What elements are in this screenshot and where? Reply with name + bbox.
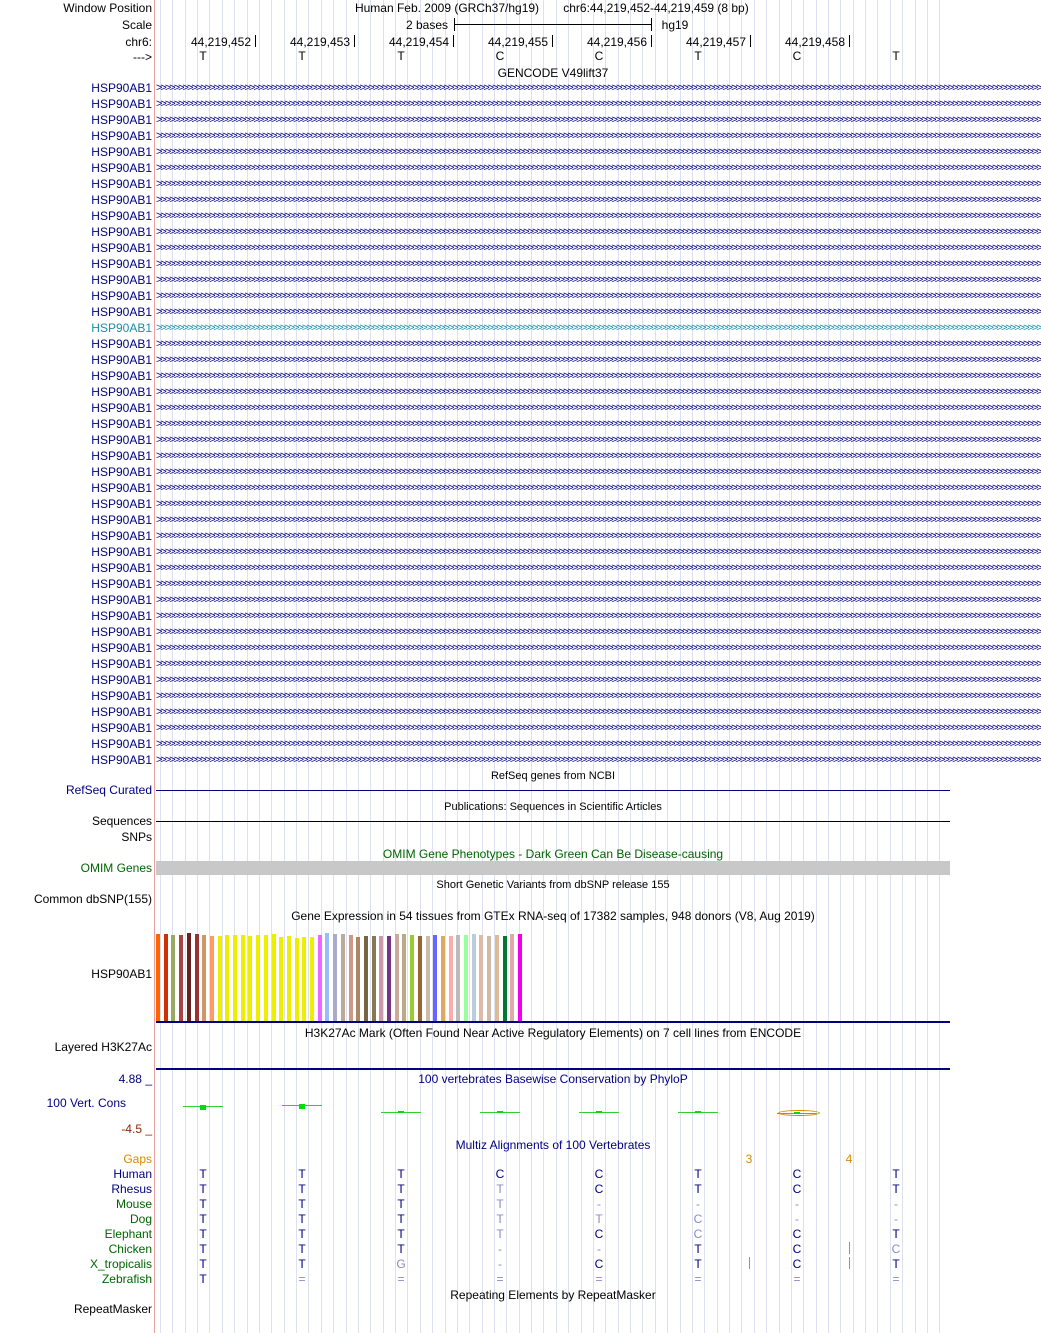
gtex-tissue-bar[interactable]	[264, 935, 268, 1021]
alignment-base: C	[594, 1257, 604, 1271]
gtex-tissue-bar[interactable]	[187, 933, 191, 1021]
scale-bar-left-tick	[454, 18, 455, 31]
alignment-base: T	[298, 1212, 306, 1226]
gencode-gene-label[interactable]: HSP90AB1	[91, 417, 152, 431]
species-label[interactable]: Chicken	[108, 1242, 152, 1256]
gencode-gene-label[interactable]: HSP90AB1	[91, 193, 152, 207]
gtex-tissue-bar[interactable]	[318, 935, 322, 1021]
alignment-base: T	[496, 1197, 504, 1211]
gtex-tissue-bar[interactable]	[210, 936, 214, 1021]
gencode-transcript[interactable]: >>>>>>>>>>>>>>>>>>>>>>>>>>>>>>>>>>>>>>>>>>>>>>>>>>>>>>>>>>>>>>>>>>>>>>>>>>>>>>>>>>>>>>>>>>>>>>>>>>>>>>>>>>>>>>>>>>>>>>>>>>>>>>>>>>>>>>>>>>>>>>>>>>>>>>>>>>>>>>>>>>>>>>>>>>>>>>>>>>>>>>>>>>>>>>>>>>>>>>>>	[156, 658, 1041, 670]
alignment-base: C	[495, 1167, 505, 1181]
alignment-base: C	[792, 1257, 802, 1271]
alignment-base: T	[199, 1242, 207, 1256]
strand-label: --->	[133, 50, 152, 64]
gencode-transcript[interactable]: >>>>>>>>>>>>>>>>>>>>>>>>>>>>>>>>>>>>>>>>>>>>>>>>>>>>>>>>>>>>>>>>>>>>>>>>>>>>>>>>>>>>>>>>>>>>>>>>>>>>>>>>>>>>>>>>>>>>>>>>>>>>>>>>>>>>>>>>>>>>>>>>>>>>>>>>>>>>>>>>>>>>>>>>>>>>>>>>>>>>>>>>>>>>>>>>>>>>>>>>	[156, 706, 1041, 718]
gtex-tissue-bar[interactable]	[241, 935, 245, 1021]
gencode-gene-label[interactable]: HSP90AB1	[91, 625, 152, 639]
gtex-tissue-bar[interactable]	[456, 935, 460, 1021]
species-label[interactable]: Dog	[129, 1212, 152, 1226]
gtex-tissue-bar[interactable]	[449, 936, 453, 1021]
alignment-base: -	[597, 1242, 601, 1256]
alignment-base: =	[694, 1272, 702, 1286]
gencode-transcript[interactable]: >>>>>>>>>>>>>>>>>>>>>>>>>>>>>>>>>>>>>>>>>>>>>>>>>>>>>>>>>>>>>>>>>>>>>>>>>>>>>>>>>>>>>>>>>>>>>>>>>>>>>>>>>>>>>>>>>>>>>>>>>>>>>>>>>>>>>>>>>>>>>>>>>>>>>>>>>>>>>>>>>>>>>>>>>>>>>>>>>>>>>>>>>>>>>>>>>>>>>>>>	[156, 754, 1041, 766]
coordinate-tick	[750, 35, 751, 47]
gencode-transcript[interactable]: >>>>>>>>>>>>>>>>>>>>>>>>>>>>>>>>>>>>>>>>>>>>>>>>>>>>>>>>>>>>>>>>>>>>>>>>>>>>>>>>>>>>>>>>>>>>>>>>>>>>>>>>>>>>>>>>>>>>>>>>>>>>>>>>>>>>>>>>>>>>>>>>>>>>>>>>>>>>>>>>>>>>>>>>>>>>>>>>>>>>>>>>>>>>>>>>>>>>>>>>	[156, 258, 1041, 270]
repeatmasker-label[interactable]: RepeatMasker	[73, 1302, 152, 1316]
alignment-base: C	[594, 1167, 604, 1181]
gencode-gene-label[interactable]: HSP90AB1	[91, 113, 152, 127]
gtex-tissue-bar[interactable]	[441, 936, 445, 1021]
coordinate-tick	[453, 35, 454, 47]
gtex-tissue-bar[interactable]	[287, 936, 291, 1021]
label-separator	[154, 0, 155, 1333]
coordinate-tick	[255, 35, 256, 47]
conservation-mark	[200, 1105, 206, 1110]
alignment-base: T	[595, 1212, 603, 1226]
gtex-title[interactable]: Gene Expression in 54 tissues from GTEx RNA-seq of 17382 samples, 948 donors (V8, Aug 2019)	[291, 909, 815, 923]
gencode-gene-label[interactable]: HSP90AB1	[91, 401, 152, 415]
alignment-base: T	[298, 1242, 306, 1256]
gencode-gene-label[interactable]: HSP90AB1	[91, 145, 152, 159]
coordinate-label: 44,219,456	[586, 35, 648, 49]
gencode-transcript[interactable]: >>>>>>>>>>>>>>>>>>>>>>>>>>>>>>>>>>>>>>>>>>>>>>>>>>>>>>>>>>>>>>>>>>>>>>>>>>>>>>>>>>>>>>>>>>>>>>>>>>>>>>>>>>>>>>>>>>>>>>>>>>>>>>>>>>>>>>>>>>>>>>>>>>>>>>>>>>>>>>>>>>>>>>>>>>>>>>>>>>>>>>>>>>>>>>>>>>>>>>>>	[156, 530, 1041, 542]
gencode-transcript[interactable]: >>>>>>>>>>>>>>>>>>>>>>>>>>>>>>>>>>>>>>>>>>>>>>>>>>>>>>>>>>>>>>>>>>>>>>>>>>>>>>>>>>>>>>>>>>>>>>>>>>>>>>>>>>>>>>>>>>>>>>>>>>>>>>>>>>>>>>>>>>>>>>>>>>>>>>>>>>>>>>>>>>>>>>>>>>>>>>>>>>>>>>>>>>>>>>>>>>>>>>>>	[156, 434, 1041, 446]
gtex-tissue-bar[interactable]	[503, 936, 507, 1021]
h3k27ac-label[interactable]: Layered H3K27Ac	[54, 1040, 152, 1054]
conservation-ellipse	[778, 1110, 820, 1116]
coordinate-tick	[849, 35, 850, 47]
alignment-base: C	[693, 1227, 703, 1241]
gtex-tissue-bar[interactable]	[395, 934, 399, 1021]
scale-text: 2 bases	[405, 18, 449, 32]
alignment-base: T	[892, 1227, 900, 1241]
gtex-tissue-bar[interactable]	[426, 936, 430, 1021]
scale-bar	[454, 24, 652, 25]
alignment-base: C	[594, 1182, 604, 1196]
refseq-line[interactable]	[156, 790, 950, 791]
genome-base: C	[594, 49, 604, 63]
gencode-gene-label[interactable]: HSP90AB1	[91, 721, 152, 735]
gtex-tissue-bar[interactable]	[479, 935, 483, 1021]
snps-label[interactable]: SNPs	[121, 830, 152, 844]
alignment-base: -	[795, 1212, 799, 1226]
species-label[interactable]: X_tropicalis	[89, 1257, 152, 1271]
conservation-mark	[695, 1111, 701, 1113]
gencode-gene-label[interactable]: HSP90AB1	[91, 241, 152, 255]
gencode-transcript[interactable]: >>>>>>>>>>>>>>>>>>>>>>>>>>>>>>>>>>>>>>>>>>>>>>>>>>>>>>>>>>>>>>>>>>>>>>>>>>>>>>>>>>>>>>>>>>>>>>>>>>>>>>>>>>>>>>>>>>>>>>>>>>>>>>>>>>>>>>>>>>>>>>>>>>>>>>>>>>>>>>>>>>>>>>>>>>>>>>>>>>>>>>>>>>>>>>>>>>>>>>>>	[156, 162, 1041, 174]
alignment-base: T	[199, 1182, 207, 1196]
gtex-tissue-bar[interactable]	[356, 937, 360, 1021]
gap-number: 4	[845, 1152, 853, 1166]
alignment-base: C	[792, 1167, 802, 1181]
gtex-tissue-bar[interactable]	[364, 936, 368, 1021]
genome-base: T	[694, 49, 702, 63]
alignment-base: T	[397, 1227, 405, 1241]
alignment-base: =	[397, 1272, 405, 1286]
refseq-title[interactable]: RefSeq genes from NCBI	[490, 770, 616, 782]
gaps-label: Gaps	[123, 1152, 152, 1166]
gencode-gene-label[interactable]: HSP90AB1	[91, 481, 152, 495]
alignment-base: T	[199, 1227, 207, 1241]
coordinate-label: 44,219,455	[487, 35, 549, 49]
gtex-tissue-bar[interactable]	[156, 934, 160, 1021]
alignment-base: T	[199, 1167, 207, 1181]
gencode-transcript[interactable]: >>>>>>>>>>>>>>>>>>>>>>>>>>>>>>>>>>>>>>>>>>>>>>>>>>>>>>>>>>>>>>>>>>>>>>>>>>>>>>>>>>>>>>>>>>>>>>>>>>>>>>>>>>>>>>>>>>>>>>>>>>>>>>>>>>>>>>>>>>>>>>>>>>>>>>>>>>>>>>>>>>>>>>>>>>>>>>>>>>>>>>>>>>>>>>>>>>>>>>>>	[156, 114, 1041, 126]
gencode-gene-label[interactable]: HSP90AB1	[91, 513, 152, 527]
alignment-base: T	[397, 1242, 405, 1256]
gtex-tissue-bar[interactable]	[487, 936, 491, 1021]
omim-title[interactable]: OMIM Gene Phenotypes - Dark Green Can Be Disease-causing	[382, 847, 724, 861]
species-label[interactable]: Elephant	[104, 1227, 152, 1241]
gencode-transcript[interactable]: >>>>>>>>>>>>>>>>>>>>>>>>>>>>>>>>>>>>>>>>>>>>>>>>>>>>>>>>>>>>>>>>>>>>>>>>>>>>>>>>>>>>>>>>>>>>>>>>>>>>>>>>>>>>>>>>>>>>>>>>>>>>>>>>>>>>>>>>>>>>>>>>>>>>>>>>>>>>>>>>>>>>>>>>>>>>>>>>>>>>>>>>>>>>>>>>>>>>>>>>	[156, 242, 1041, 254]
alignment-base: T	[892, 1257, 900, 1271]
db-text: hg19	[661, 18, 689, 32]
gencode-transcript[interactable]: >>>>>>>>>>>>>>>>>>>>>>>>>>>>>>>>>>>>>>>>>>>>>>>>>>>>>>>>>>>>>>>>>>>>>>>>>>>>>>>>>>>>>>>>>>>>>>>>>>>>>>>>>>>>>>>>>>>>>>>>>>>>>>>>>>>>>>>>>>>>>>>>>>>>>>>>>>>>>>>>>>>>>>>>>>>>>>>>>>>>>>>>>>>>>>>>>>>>>>>>	[156, 226, 1041, 238]
gtex-tissue-bar[interactable]	[302, 937, 306, 1021]
gencode-gene-label[interactable]: HSP90AB1	[91, 545, 152, 559]
alignment-base: T	[892, 1182, 900, 1196]
alignment-base: G	[396, 1257, 406, 1271]
alignment-base: T	[298, 1167, 306, 1181]
gap-number: 3	[745, 1152, 753, 1166]
alignment-base: -	[498, 1242, 502, 1256]
alignment-base: C	[792, 1182, 802, 1196]
gencode-gene-label[interactable]: HSP90AB1	[91, 225, 152, 239]
alignment-base: =	[793, 1272, 801, 1286]
gencode-transcript[interactable]: >>>>>>>>>>>>>>>>>>>>>>>>>>>>>>>>>>>>>>>>>>>>>>>>>>>>>>>>>>>>>>>>>>>>>>>>>>>>>>>>>>>>>>>>>>>>>>>>>>>>>>>>>>>>>>>>>>>>>>>>>>>>>>>>>>>>>>>>>>>>>>>>>>>>>>>>>>>>>>>>>>>>>>>>>>>>>>>>>>>>>>>>>>>>>>>>>>>>>>>>	[156, 738, 1041, 750]
gap-insertion-mark	[849, 1257, 850, 1269]
gencode-gene-label[interactable]: HSP90AB1	[91, 737, 152, 751]
conservation-min-label: -4.5 _	[121, 1122, 152, 1136]
gencode-gene-label[interactable]: HSP90AB1	[91, 529, 152, 543]
omim-bar[interactable]	[156, 861, 950, 875]
gtex-tissue-bar[interactable]	[233, 935, 237, 1021]
gencode-gene-label[interactable]: HSP90AB1	[91, 497, 152, 511]
gencode-transcript[interactable]: >>>>>>>>>>>>>>>>>>>>>>>>>>>>>>>>>>>>>>>>>>>>>>>>>>>>>>>>>>>>>>>>>>>>>>>>>>>>>>>>>>>>>>>>>>>>>>>>>>>>>>>>>>>>>>>>>>>>>>>>>>>>>>>>>>>>>>>>>>>>>>>>>>>>>>>>>>>>>>>>>>>>>>>>>>>>>>>>>>>>>>>>>>>>>>>>>>>>>>>>	[156, 306, 1041, 318]
gencode-gene-label[interactable]: HSP90AB1	[91, 705, 152, 719]
gencode-transcript[interactable]: >>>>>>>>>>>>>>>>>>>>>>>>>>>>>>>>>>>>>>>>>>>>>>>>>>>>>>>>>>>>>>>>>>>>>>>>>>>>>>>>>>>>>>>>>>>>>>>>>>>>>>>>>>>>>>>>>>>>>>>>>>>>>>>>>>>>>>>>>>>>>>>>>>>>>>>>>>>>>>>>>>>>>>>>>>>>>>>>>>>>>>>>>>>>>>>>>>>>>>>>	[156, 146, 1041, 158]
gtex-tissue-bar[interactable]	[218, 936, 222, 1021]
gencode-gene-label[interactable]: HSP90AB1	[91, 449, 152, 463]
gtex-tissue-bar[interactable]	[225, 935, 229, 1021]
alignment-base: T	[199, 1197, 207, 1211]
gencode-transcript[interactable]: >>>>>>>>>>>>>>>>>>>>>>>>>>>>>>>>>>>>>>>>>>>>>>>>>>>>>>>>>>>>>>>>>>>>>>>>>>>>>>>>>>>>>>>>>>>>>>>>>>>>>>>>>>>>>>>>>>>>>>>>>>>>>>>>>>>>>>>>>>>>>>>>>>>>>>>>>>>>>>>>>>>>>>>>>>>>>>>>>>>>>>>>>>>>>>>>>>>>>>>>	[156, 690, 1041, 702]
alignment-base: T	[397, 1182, 405, 1196]
gencode-transcript[interactable]: >>>>>>>>>>>>>>>>>>>>>>>>>>>>>>>>>>>>>>>>>>>>>>>>>>>>>>>>>>>>>>>>>>>>>>>>>>>>>>>>>>>>>>>>>>>>>>>>>>>>>>>>>>>>>>>>>>>>>>>>>>>>>>>>>>>>>>>>>>>>>>>>>>>>>>>>>>>>>>>>>>>>>>>>>>>>>>>>>>>>>>>>>>>>>>>>>>>>>>>>	[156, 386, 1041, 398]
alignment-base: T	[397, 1212, 405, 1226]
coordinate-label: 44,219,458	[784, 35, 846, 49]
gtex-tissue-bar[interactable]	[464, 935, 468, 1021]
gencode-gene-label[interactable]: HSP90AB1	[91, 289, 152, 303]
gtex-tissue-bar[interactable]	[518, 934, 522, 1021]
gtex-tissue-bar[interactable]	[372, 936, 376, 1021]
gencode-gene-label[interactable]: HSP90AB1	[91, 257, 152, 271]
gencode-gene-label[interactable]: HSP90AB1	[91, 641, 152, 655]
publications-line[interactable]	[156, 821, 950, 822]
gtex-tissue-bar[interactable]	[379, 936, 383, 1021]
alignment-base: C	[891, 1242, 901, 1256]
gencode-transcript[interactable]: >>>>>>>>>>>>>>>>>>>>>>>>>>>>>>>>>>>>>>>>>>>>>>>>>>>>>>>>>>>>>>>>>>>>>>>>>>>>>>>>>>>>>>>>>>>>>>>>>>>>>>>>>>>>>>>>>>>>>>>>>>>>>>>>>>>>>>>>>>>>>>>>>>>>>>>>>>>>>>>>>>>>>>>>>>>>>>>>>>>>>>>>>>>>>>>>>>>>>>>>	[156, 610, 1041, 622]
gtex-tissue-bar[interactable]	[248, 936, 252, 1021]
alignment-base: T	[694, 1167, 702, 1181]
position-text[interactable]: chr6:44,219,452-44,219,459 (8 bp)	[563, 1, 749, 15]
scale-bar-right-tick	[651, 18, 652, 31]
conservation-mark	[398, 1111, 404, 1113]
gencode-transcript[interactable]: >>>>>>>>>>>>>>>>>>>>>>>>>>>>>>>>>>>>>>>>>>>>>>>>>>>>>>>>>>>>>>>>>>>>>>>>>>>>>>>>>>>>>>>>>>>>>>>>>>>>>>>>>>>>>>>>>>>>>>>>>>>>>>>>>>>>>>>>>>>>>>>>>>>>>>>>>>>>>>>>>>>>>>>>>>>>>>>>>>>>>>>>>>>>>>>>>>>>>>>>	[156, 450, 1041, 462]
gtex-label[interactable]: HSP90AB1	[91, 967, 152, 981]
alignment-base: -	[894, 1197, 898, 1211]
species-label[interactable]: Zebrafish	[101, 1272, 152, 1286]
gencode-transcript[interactable]: >>>>>>>>>>>>>>>>>>>>>>>>>>>>>>>>>>>>>>>>>>>>>>>>>>>>>>>>>>>>>>>>>>>>>>>>>>>>>>>>>>>>>>>>>>>>>>>>>>>>>>>>>>>>>>>>>>>>>>>>>>>>>>>>>>>>>>>>>>>>>>>>>>>>>>>>>>>>>>>>>>>>>>>>>>>>>>>>>>>>>>>>>>>>>>>>>>>>>>>>	[156, 562, 1041, 574]
gencode-transcript[interactable]: >>>>>>>>>>>>>>>>>>>>>>>>>>>>>>>>>>>>>>>>>>>>>>>>>>>>>>>>>>>>>>>>>>>>>>>>>>>>>>>>>>>>>>>>>>>>>>>>>>>>>>>>>>>>>>>>>>>>>>>>>>>>>>>>>>>>>>>>>>>>>>>>>>>>>>>>>>>>>>>>>>>>>>>>>>>>>>>>>>>>>>>>>>>>>>>>>>>>>>>>	[156, 642, 1041, 654]
species-label[interactable]: Human	[113, 1167, 152, 1181]
alignment-base: =	[496, 1272, 504, 1286]
alignment-base: C	[792, 1227, 802, 1241]
gencode-gene-label[interactable]: HSP90AB1	[91, 753, 152, 767]
gtex-tissue-bar[interactable]	[433, 935, 437, 1021]
alignment-base: =	[892, 1272, 900, 1286]
gencode-gene-label[interactable]: HSP90AB1	[91, 81, 152, 95]
gencode-transcript[interactable]: >>>>>>>>>>>>>>>>>>>>>>>>>>>>>>>>>>>>>>>>>>>>>>>>>>>>>>>>>>>>>>>>>>>>>>>>>>>>>>>>>>>>>>>>>>>>>>>>>>>>>>>>>>>>>>>>>>>>>>>>>>>>>>>>>>>>>>>>>>>>>>>>>>>>>>>>>>>>>>>>>>>>>>>>>>>>>>>>>>>>>>>>>>>>>>>>>>>>>>>>	[156, 482, 1041, 494]
gencode-gene-label[interactable]: HSP90AB1	[91, 689, 152, 703]
alignment-base: C	[792, 1242, 802, 1256]
gencode-transcript[interactable]: >>>>>>>>>>>>>>>>>>>>>>>>>>>>>>>>>>>>>>>>>>>>>>>>>>>>>>>>>>>>>>>>>>>>>>>>>>>>>>>>>>>>>>>>>>>>>>>>>>>>>>>>>>>>>>>>>>>>>>>>>>>>>>>>>>>>>>>>>>>>>>>>>>>>>>>>>>>>>>>>>>>>>>>>>>>>>>>>>>>>>>>>>>>>>>>>>>>>>>>>	[156, 290, 1041, 302]
coordinate-label: 44,219,452	[190, 35, 252, 49]
gencode-gene-label[interactable]: HSP90AB1	[91, 337, 152, 351]
gencode-transcript[interactable]: >>>>>>>>>>>>>>>>>>>>>>>>>>>>>>>>>>>>>>>>>>>>>>>>>>>>>>>>>>>>>>>>>>>>>>>>>>>>>>>>>>>>>>>>>>>>>>>>>>>>>>>>>>>>>>>>>>>>>>>>>>>>>>>>>>>>>>>>>>>>>>>>>>>>>>>>>>>>>>>>>>>>>>>>>>>>>>>>>>>>>>>>>>>>>>>>>>>>>>>>	[156, 418, 1041, 430]
species-label[interactable]: Mouse	[115, 1197, 152, 1211]
gtex-tissue-bar[interactable]	[341, 934, 345, 1021]
gencode-gene-label[interactable]: HSP90AB1	[91, 305, 152, 319]
gtex-tissue-bar[interactable]	[279, 937, 283, 1021]
gtex-tissue-bar[interactable]	[495, 935, 499, 1021]
window-position-label: Window Position	[63, 1, 152, 15]
alignment-base: -	[696, 1197, 700, 1211]
h3k27ac-title[interactable]: H3K27Ac Mark (Often Found Near Active Regulatory Elements) on 7 cell lines from ENCODE	[304, 1026, 802, 1040]
gencode-transcript[interactable]: >>>>>>>>>>>>>>>>>>>>>>>>>>>>>>>>>>>>>>>>>>>>>>>>>>>>>>>>>>>>>>>>>>>>>>>>>>>>>>>>>>>>>>>>>>>>>>>>>>>>>>>>>>>>>>>>>>>>>>>>>>>>>>>>>>>>>>>>>>>>>>>>>>>>>>>>>>>>>>>>>>>>>>>>>>>>>>>>>>>>>>>>>>>>>>>>>>>>>>>>	[156, 274, 1041, 286]
dbsnp-label[interactable]: Common dbSNP(155)	[33, 892, 152, 906]
gap-insertion-mark	[849, 1242, 850, 1254]
omim-label[interactable]: OMIM Genes	[80, 861, 152, 875]
gencode-gene-label[interactable]: HSP90AB1	[91, 209, 152, 223]
alignment-base: T	[298, 1182, 306, 1196]
alignment-base: T	[199, 1257, 207, 1271]
coordinate-tick	[354, 35, 355, 47]
alignment-base: -	[894, 1212, 898, 1226]
gencode-gene-label[interactable]: HSP90AB1	[91, 577, 152, 591]
dbsnp-title[interactable]: Short Genetic Variants from dbSNP release 155	[436, 879, 670, 891]
gencode-transcript[interactable]: >>>>>>>>>>>>>>>>>>>>>>>>>>>>>>>>>>>>>>>>>>>>>>>>>>>>>>>>>>>>>>>>>>>>>>>>>>>>>>>>>>>>>>>>>>>>>>>>>>>>>>>>>>>>>>>>>>>>>>>>>>>>>>>>>>>>>>>>>>>>>>>>>>>>>>>>>>>>>>>>>>>>>>>>>>>>>>>>>>>>>>>>>>>>>>>>>>>>>>>>	[156, 498, 1041, 510]
gencode-gene-label[interactable]: HSP90AB1	[91, 353, 152, 367]
gtex-tissue-bar[interactable]	[310, 937, 314, 1021]
alignment-base: T	[694, 1182, 702, 1196]
alignment-base: T	[496, 1212, 504, 1226]
gencode-gene-label[interactable]: HSP90AB1	[91, 321, 152, 335]
repeatmasker-title[interactable]: Repeating Elements by RepeatMasker	[450, 1288, 656, 1302]
gtex-tissue-bar[interactable]	[402, 934, 406, 1021]
gtex-tissue-bar[interactable]	[510, 934, 514, 1021]
alignment-base: T	[694, 1242, 702, 1256]
gencode-transcript[interactable]: >>>>>>>>>>>>>>>>>>>>>>>>>>>>>>>>>>>>>>>>>>>>>>>>>>>>>>>>>>>>>>>>>>>>>>>>>>>>>>>>>>>>>>>>>>>>>>>>>>>>>>>>>>>>>>>>>>>>>>>>>>>>>>>>>>>>>>>>>>>>>>>>>>>>>>>>>>>>>>>>>>>>>>>>>>>>>>>>>>>>>>>>>>>>>>>>>>>>>>>>	[156, 546, 1041, 558]
refseq-label[interactable]: RefSeq Curated	[65, 783, 152, 797]
gtex-tissue-bar[interactable]	[387, 936, 391, 1021]
gencode-gene-label[interactable]: HSP90AB1	[91, 177, 152, 191]
genome-base: T	[199, 49, 207, 63]
coordinate-label: 44,219,453	[289, 35, 351, 49]
gencode-transcript[interactable]: >>>>>>>>>>>>>>>>>>>>>>>>>>>>>>>>>>>>>>>>>>>>>>>>>>>>>>>>>>>>>>>>>>>>>>>>>>>>>>>>>>>>>>>>>>>>>>>>>>>>>>>>>>>>>>>>>>>>>>>>>>>>>>>>>>>>>>>>>>>>>>>>>>>>>>>>>>>>>>>>>>>>>>>>>>>>>>>>>>>>>>>>>>>>>>>>>>>>>>>>	[156, 402, 1041, 414]
gtex-tissue-bar[interactable]	[171, 935, 175, 1021]
genome-base: T	[397, 49, 405, 63]
gtex-tissue-bar[interactable]	[333, 934, 337, 1021]
chrom-label: chr6:	[125, 35, 152, 49]
alignment-base: T	[496, 1182, 504, 1196]
alignment-base: T	[397, 1167, 405, 1181]
alignment-base: C	[693, 1212, 703, 1226]
conservation-mark	[497, 1111, 503, 1113]
coordinate-label: 44,219,457	[685, 35, 747, 49]
gencode-transcript[interactable]: >>>>>>>>>>>>>>>>>>>>>>>>>>>>>>>>>>>>>>>>>>>>>>>>>>>>>>>>>>>>>>>>>>>>>>>>>>>>>>>>>>>>>>>>>>>>>>>>>>>>>>>>>>>>>>>>>>>>>>>>>>>>>>>>>>>>>>>>>>>>>>>>>>>>>>>>>>>>>>>>>>>>>>>>>>>>>>>>>>>>>>>>>>>>>>>>>>>>>>>>	[156, 322, 1041, 334]
alignment-base: C	[594, 1227, 604, 1241]
species-label[interactable]: Rhesus	[111, 1182, 152, 1196]
gtex-tissue-bar[interactable]	[295, 938, 299, 1021]
conservation-max-label: 4.88 _	[118, 1072, 152, 1086]
gencode-gene-label[interactable]: HSP90AB1	[91, 97, 152, 111]
alignment-base: T	[298, 1227, 306, 1241]
alignment-base: T	[199, 1212, 207, 1226]
gencode-transcript[interactable]: >>>>>>>>>>>>>>>>>>>>>>>>>>>>>>>>>>>>>>>>>>>>>>>>>>>>>>>>>>>>>>>>>>>>>>>>>>>>>>>>>>>>>>>>>>>>>>>>>>>>>>>>>>>>>>>>>>>>>>>>>>>>>>>>>>>>>>>>>>>>>>>>>>>>>>>>>>>>>>>>>>>>>>>>>>>>>>>>>>>>>>>>>>>>>>>>>>>>>>>>	[156, 370, 1041, 382]
alignment-base: -	[795, 1197, 799, 1211]
gap-insertion-mark	[749, 1257, 750, 1269]
alignment-base: T	[496, 1227, 504, 1241]
gtex-tissue-bar[interactable]	[410, 935, 414, 1021]
alignment-base: T	[298, 1257, 306, 1271]
gencode-transcript[interactable]: >>>>>>>>>>>>>>>>>>>>>>>>>>>>>>>>>>>>>>>>>>>>>>>>>>>>>>>>>>>>>>>>>>>>>>>>>>>>>>>>>>>>>>>>>>>>>>>>>>>>>>>>>>>>>>>>>>>>>>>>>>>>>>>>>>>>>>>>>>>>>>>>>>>>>>>>>>>>>>>>>>>>>>>>>>>>>>>>>>>>>>>>>>>>>>>>>>>>>>>>	[156, 178, 1041, 190]
gtex-tissue-bar[interactable]	[202, 935, 206, 1021]
conservation-mark	[596, 1111, 602, 1113]
coordinate-tick	[552, 35, 553, 47]
gencode-transcript[interactable]: >>>>>>>>>>>>>>>>>>>>>>>>>>>>>>>>>>>>>>>>>>>>>>>>>>>>>>>>>>>>>>>>>>>>>>>>>>>>>>>>>>>>>>>>>>>>>>>>>>>>>>>>>>>>>>>>>>>>>>>>>>>>>>>>>>>>>>>>>>>>>>>>>>>>>>>>>>>>>>>>>>>>>>>>>>>>>>>>>>>>>>>>>>>>>>>>>>>>>>>>	[156, 338, 1041, 350]
gencode-gene-label[interactable]: HSP90AB1	[91, 673, 152, 687]
alignment-base: T	[892, 1167, 900, 1181]
gencode-gene-label[interactable]: HSP90AB1	[91, 465, 152, 479]
assembly-text[interactable]: Human Feb. 2009 (GRCh37/hg19)	[354, 1, 540, 15]
publications-label[interactable]: Sequences	[91, 814, 152, 828]
gencode-gene-label[interactable]: HSP90AB1	[91, 561, 152, 575]
gencode-transcript[interactable]: >>>>>>>>>>>>>>>>>>>>>>>>>>>>>>>>>>>>>>>>>>>>>>>>>>>>>>>>>>>>>>>>>>>>>>>>>>>>>>>>>>>>>>>>>>>>>>>>>>>>>>>>>>>>>>>>>>>>>>>>>>>>>>>>>>>>>>>>>>>>>>>>>>>>>>>>>>>>>>>>>>>>>>>>>>>>>>>>>>>>>>>>>>>>>>>>>>>>>>>>	[156, 194, 1041, 206]
gencode-transcript[interactable]: >>>>>>>>>>>>>>>>>>>>>>>>>>>>>>>>>>>>>>>>>>>>>>>>>>>>>>>>>>>>>>>>>>>>>>>>>>>>>>>>>>>>>>>>>>>>>>>>>>>>>>>>>>>>>>>>>>>>>>>>>>>>>>>>>>>>>>>>>>>>>>>>>>>>>>>>>>>>>>>>>>>>>>>>>>>>>>>>>>>>>>>>>>>>>>>>>>>>>>>>	[156, 466, 1041, 478]
scale-label: Scale	[121, 18, 152, 32]
genome-base: T	[892, 49, 900, 63]
gtex-tissue-bar[interactable]	[164, 934, 168, 1021]
genome-base: C	[792, 49, 802, 63]
alignment-base: -	[498, 1257, 502, 1271]
conservation-title[interactable]: 100 vertebrates Basewise Conservation by PhyloP	[418, 1072, 688, 1086]
h3k27ac-line	[156, 1068, 950, 1070]
coordinate-label: 44,219,454	[388, 35, 450, 49]
alignment-base: T	[298, 1197, 306, 1211]
gencode-gene-label[interactable]: HSP90AB1	[91, 385, 152, 399]
gencode-gene-label[interactable]: HSP90AB1	[91, 129, 152, 143]
gencode-transcript[interactable]: >>>>>>>>>>>>>>>>>>>>>>>>>>>>>>>>>>>>>>>>>>>>>>>>>>>>>>>>>>>>>>>>>>>>>>>>>>>>>>>>>>>>>>>>>>>>>>>>>>>>>>>>>>>>>>>>>>>>>>>>>>>>>>>>>>>>>>>>>>>>>>>>>>>>>>>>>>>>>>>>>>>>>>>>>>>>>>>>>>>>>>>>>>>>>>>>>>>>>>>>	[156, 514, 1041, 526]
gencode-gene-label[interactable]: HSP90AB1	[91, 609, 152, 623]
gtex-tissue-bar[interactable]	[272, 934, 276, 1021]
gencode-transcript[interactable]: >>>>>>>>>>>>>>>>>>>>>>>>>>>>>>>>>>>>>>>>>>>>>>>>>>>>>>>>>>>>>>>>>>>>>>>>>>>>>>>>>>>>>>>>>>>>>>>>>>>>>>>>>>>>>>>>>>>>>>>>>>>>>>>>>>>>>>>>>>>>>>>>>>>>>>>>>>>>>>>>>>>>>>>>>>>>>>>>>>>>>>>>>>>>>>>>>>>>>>>>	[156, 722, 1041, 734]
multiz-title[interactable]: Multiz Alignments of 100 Vertebrates	[455, 1138, 651, 1152]
alignment-base: =	[298, 1272, 306, 1286]
gencode-transcript[interactable]: >>>>>>>>>>>>>>>>>>>>>>>>>>>>>>>>>>>>>>>>>>>>>>>>>>>>>>>>>>>>>>>>>>>>>>>>>>>>>>>>>>>>>>>>>>>>>>>>>>>>>>>>>>>>>>>>>>>>>>>>>>>>>>>>>>>>>>>>>>>>>>>>>>>>>>>>>>>>>>>>>>>>>>>>>>>>>>>>>>>>>>>>>>>>>>>>>>>>>>>>	[156, 130, 1041, 142]
alignment-base: T	[199, 1272, 207, 1286]
genome-base: C	[495, 49, 505, 63]
alignment-base: -	[597, 1197, 601, 1211]
gencode-transcript[interactable]: >>>>>>>>>>>>>>>>>>>>>>>>>>>>>>>>>>>>>>>>>>>>>>>>>>>>>>>>>>>>>>>>>>>>>>>>>>>>>>>>>>>>>>>>>>>>>>>>>>>>>>>>>>>>>>>>>>>>>>>>>>>>>>>>>>>>>>>>>>>>>>>>>>>>>>>>>>>>>>>>>>>>>>>>>>>>>>>>>>>>>>>>>>>>>>>>>>>>>>>>	[156, 82, 1041, 94]
gencode-gene-label[interactable]: HSP90AB1	[91, 273, 152, 287]
gencode-transcript[interactable]: >>>>>>>>>>>>>>>>>>>>>>>>>>>>>>>>>>>>>>>>>>>>>>>>>>>>>>>>>>>>>>>>>>>>>>>>>>>>>>>>>>>>>>>>>>>>>>>>>>>>>>>>>>>>>>>>>>>>>>>>>>>>>>>>>>>>>>>>>>>>>>>>>>>>>>>>>>>>>>>>>>>>>>>>>>>>>>>>>>>>>>>>>>>>>>>>>>>>>>>>	[156, 354, 1041, 366]
coordinate-tick	[651, 35, 652, 47]
gencode-gene-label[interactable]: HSP90AB1	[91, 161, 152, 175]
alignment-base: T	[397, 1197, 405, 1211]
alignment-base: =	[595, 1272, 603, 1286]
gencode-transcript[interactable]: >>>>>>>>>>>>>>>>>>>>>>>>>>>>>>>>>>>>>>>>>>>>>>>>>>>>>>>>>>>>>>>>>>>>>>>>>>>>>>>>>>>>>>>>>>>>>>>>>>>>>>>>>>>>>>>>>>>>>>>>>>>>>>>>>>>>>>>>>>>>>>>>>>>>>>>>>>>>>>>>>>>>>>>>>>>>>>>>>>>>>>>>>>>>>>>>>>>>>>>>	[156, 594, 1041, 606]
gtex-tissue-bar[interactable]	[472, 934, 476, 1021]
gencode-gene-label[interactable]: HSP90AB1	[91, 593, 152, 607]
gtex-tissue-bar[interactable]	[349, 935, 353, 1021]
gencode-transcript[interactable]: >>>>>>>>>>>>>>>>>>>>>>>>>>>>>>>>>>>>>>>>>>>>>>>>>>>>>>>>>>>>>>>>>>>>>>>>>>>>>>>>>>>>>>>>>>>>>>>>>>>>>>>>>>>>>>>>>>>>>>>>>>>>>>>>>>>>>>>>>>>>>>>>>>>>>>>>>>>>>>>>>>>>>>>>>>>>>>>>>>>>>>>>>>>>>>>>>>>>>>>>	[156, 98, 1041, 110]
gtex-tissue-bar[interactable]	[418, 936, 422, 1021]
gtex-tissue-bar[interactable]	[195, 934, 199, 1021]
gtex-tissue-bar[interactable]	[256, 935, 260, 1021]
gtex-tissue-bar[interactable]	[179, 935, 183, 1021]
publications-title[interactable]: Publications: Sequences in Scientific Articles	[444, 801, 662, 813]
genome-base: T	[298, 49, 306, 63]
conservation-label[interactable]: 100 Vert. Cons	[46, 1096, 126, 1110]
alignment-base: T	[694, 1257, 702, 1271]
gencode-transcript[interactable]: >>>>>>>>>>>>>>>>>>>>>>>>>>>>>>>>>>>>>>>>>>>>>>>>>>>>>>>>>>>>>>>>>>>>>>>>>>>>>>>>>>>>>>>>>>>>>>>>>>>>>>>>>>>>>>>>>>>>>>>>>>>>>>>>>>>>>>>>>>>>>>>>>>>>>>>>>>>>>>>>>>>>>>>>>>>>>>>>>>>>>>>>>>>>>>>>>>>>>>>>	[156, 210, 1041, 222]
gtex-bottom-line	[156, 1021, 950, 1023]
gencode-gene-label[interactable]: HSP90AB1	[91, 433, 152, 447]
gencode-transcript[interactable]: >>>>>>>>>>>>>>>>>>>>>>>>>>>>>>>>>>>>>>>>>>>>>>>>>>>>>>>>>>>>>>>>>>>>>>>>>>>>>>>>>>>>>>>>>>>>>>>>>>>>>>>>>>>>>>>>>>>>>>>>>>>>>>>>>>>>>>>>>>>>>>>>>>>>>>>>>>>>>>>>>>>>>>>>>>>>>>>>>>>>>>>>>>>>>>>>>>>>>>>>	[156, 626, 1041, 638]
gtex-tissue-bar[interactable]	[325, 933, 329, 1021]
gencode-gene-label[interactable]: HSP90AB1	[91, 657, 152, 671]
gencode-title[interactable]: GENCODE V49lift37	[497, 66, 609, 80]
gencode-transcript[interactable]: >>>>>>>>>>>>>>>>>>>>>>>>>>>>>>>>>>>>>>>>>>>>>>>>>>>>>>>>>>>>>>>>>>>>>>>>>>>>>>>>>>>>>>>>>>>>>>>>>>>>>>>>>>>>>>>>>>>>>>>>>>>>>>>>>>>>>>>>>>>>>>>>>>>>>>>>>>>>>>>>>>>>>>>>>>>>>>>>>>>>>>>>>>>>>>>>>>>>>>>>	[156, 674, 1041, 686]
conservation-mark	[299, 1104, 305, 1109]
gencode-transcript[interactable]: >>>>>>>>>>>>>>>>>>>>>>>>>>>>>>>>>>>>>>>>>>>>>>>>>>>>>>>>>>>>>>>>>>>>>>>>>>>>>>>>>>>>>>>>>>>>>>>>>>>>>>>>>>>>>>>>>>>>>>>>>>>>>>>>>>>>>>>>>>>>>>>>>>>>>>>>>>>>>>>>>>>>>>>>>>>>>>>>>>>>>>>>>>>>>>>>>>>>>>>>	[156, 578, 1041, 590]
gencode-gene-label[interactable]: HSP90AB1	[91, 369, 152, 383]
